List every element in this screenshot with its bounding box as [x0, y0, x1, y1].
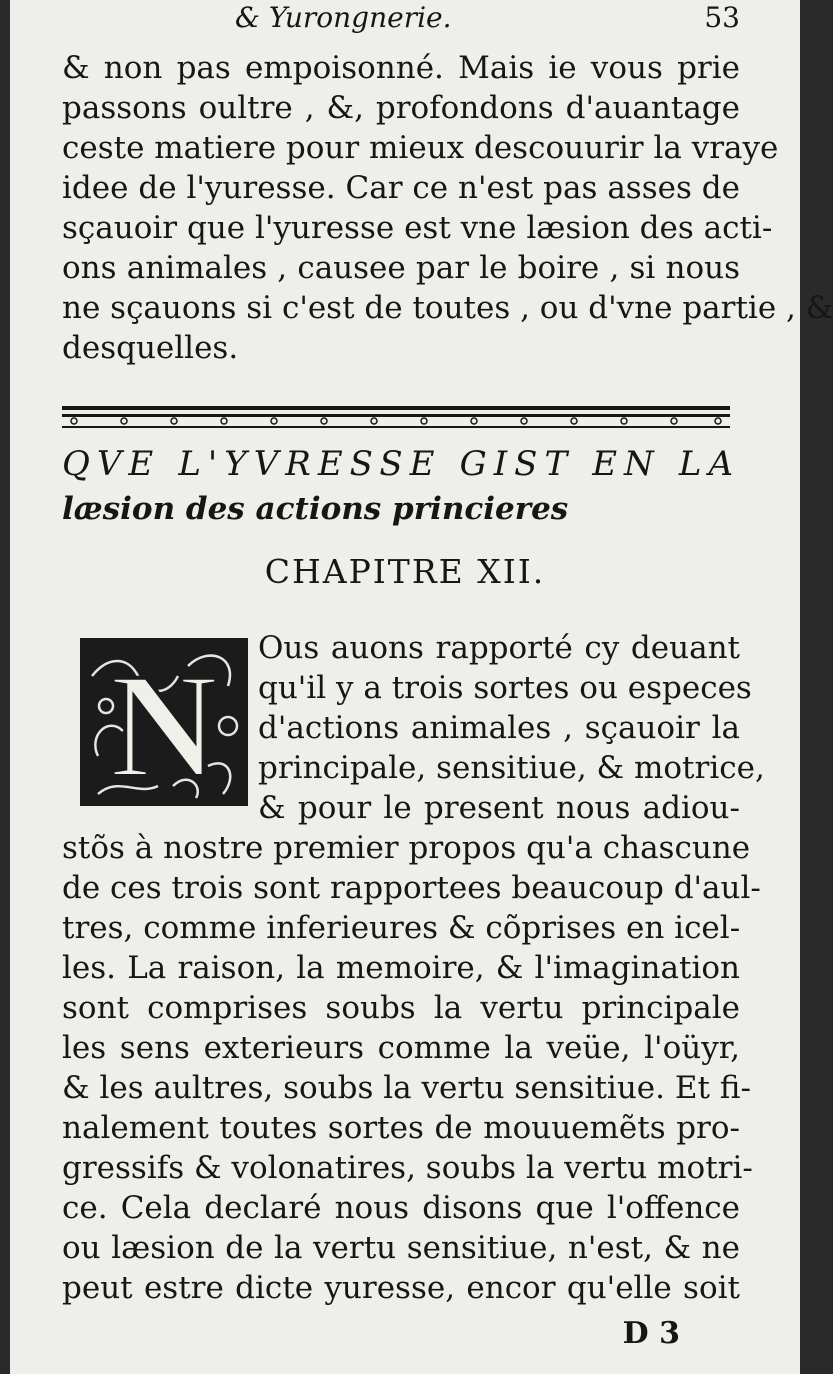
text-line: passons oultre , &, profondons d'auantage: [62, 90, 740, 126]
text-line: sçauoir que l'yuresse est vne læsion des acti-: [62, 210, 773, 246]
page-number: 53: [704, 1, 740, 34]
text-line: Ous auons rapporté cy deuant: [258, 630, 740, 666]
text-line: principale, sensitiue, & motrice,: [258, 750, 765, 786]
text-line: stõs à nostre premier propos qu'a chascune: [62, 830, 751, 866]
text-line: les. La raison, la memoire, & l'imagination: [62, 950, 740, 986]
text-line: sont comprises soubs la vertu principale: [62, 990, 740, 1026]
text-line: qu'il y a trois sortes ou especes: [258, 670, 752, 706]
text-line: tres, comme inferieures & cõprises en icel-: [62, 910, 741, 946]
text-line: & pour le present nous adiou-: [258, 790, 740, 826]
chapter-number: CHAPITRE XII.: [264, 552, 546, 591]
text-line: les sens exterieurs comme la veüe, l'oüyr,: [62, 1030, 740, 1066]
drop-cap-letter: N: [109, 643, 219, 809]
text-line: & les aultres, soubs la vertu sensitiue. Et fi-: [62, 1070, 751, 1106]
book-page: [10, 0, 833, 1374]
chapter-title-line-1: QVE L'YVRESSE GIST EN LA: [62, 444, 740, 484]
ornamental-drop-cap: [78, 636, 250, 808]
text-line: de ces trois sont rapportees beaucoup d'aul-: [62, 870, 761, 906]
text-line: idee de l'yuresse. Car ce n'est pas asses de: [62, 170, 740, 206]
text-line: peut estre dicte yuresse, encor qu'elle soit: [62, 1270, 740, 1306]
text-line: nalement toutes sortes de mouuemẽts pro-: [62, 1110, 740, 1146]
text-line: ons animales , causee par le boire , si nous: [62, 250, 740, 286]
text-line: ou læsion de la vertu sensitiue, n'est, & ne: [62, 1230, 740, 1266]
text-line: gressifs & volonatires, soubs la vertu motri-: [62, 1150, 753, 1186]
running-head-title: & Yurongnerie.: [235, 1, 452, 34]
text-line: d'actions animales , sçauoir la: [258, 710, 740, 746]
text-line: ceste matiere pour mieux descouurir la vraye: [62, 130, 779, 166]
running-head: [235, 0, 740, 36]
text-line: ne sçauons si c'est de toutes , ou d'vne partie , &: [62, 290, 833, 326]
text-line: & non pas empoisonné. Mais ie vous prie: [62, 50, 740, 86]
signature-mark: D 3: [622, 1316, 680, 1351]
ornamental-rule: [62, 404, 730, 434]
text-line: desquelles.: [62, 330, 239, 366]
chapter-title-line-2: læsion des actions princieres: [62, 491, 569, 527]
text-line: ce. Cela declaré nous disons que l'offence: [62, 1190, 740, 1226]
